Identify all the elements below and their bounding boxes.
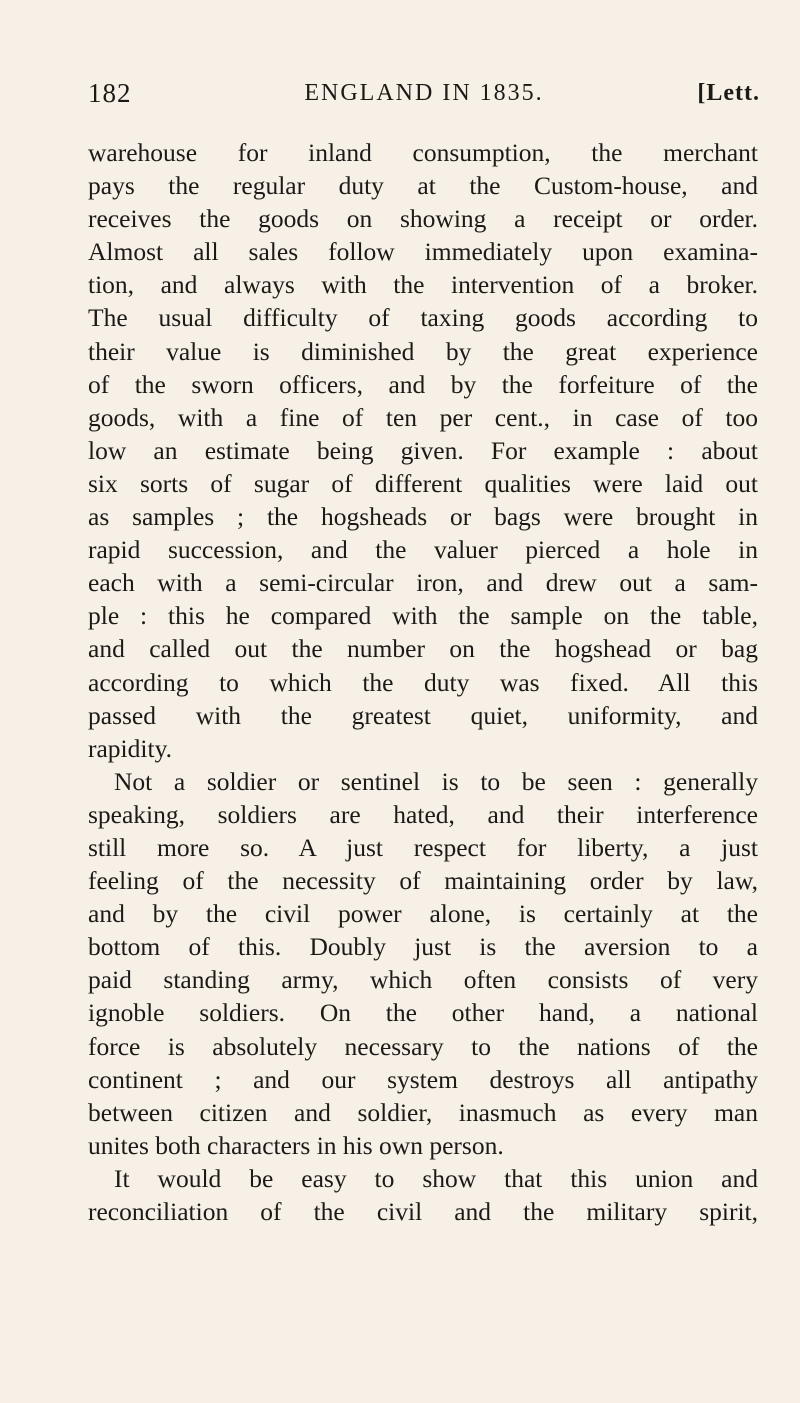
text-line: speaking, soldiers are hated, and their interference bbox=[88, 799, 758, 829]
section-mark: [Lett. bbox=[697, 80, 760, 106]
text-line: and by the civil power alone, is certainly at the bbox=[88, 899, 758, 929]
text-line: goods, with a fine of ten per cent., in case of too bbox=[88, 402, 758, 432]
text-line: each with a semi-circular iron, and drew out a sam- bbox=[88, 568, 758, 598]
text-line: pays the regular duty at the Custom-house, and bbox=[88, 171, 758, 201]
text-line: Almost all sales follow immediately upon examina- bbox=[88, 237, 758, 267]
text-line: reconciliation of the civil and the military spirit, bbox=[88, 1197, 758, 1226]
text-line: between citizen and soldier, inasmuch as every man bbox=[88, 1097, 758, 1127]
page-number: 182 bbox=[88, 78, 132, 108]
page-header bbox=[88, 78, 760, 118]
text-line: passed with the greatest quiet, uniformity, and bbox=[88, 700, 758, 730]
text-line: rapidity. bbox=[88, 733, 173, 763]
text-line: low an estimate being given. For example : about bbox=[88, 435, 758, 465]
text-line: warehouse for inland consumption, the merchant bbox=[88, 138, 758, 167]
text-line: receives the goods on showing a receipt or order. bbox=[88, 204, 758, 234]
text-line: as samples ; the hogsheads or bags were brought in bbox=[88, 502, 758, 532]
text-line: Not a soldier or sentinel is to be seen : generally bbox=[114, 766, 758, 796]
text-line: paid standing army, which often consists of very bbox=[88, 965, 758, 995]
text-line: still more so. A just respect for liberty, a just bbox=[88, 832, 758, 862]
text-line: continent ; and our system destroys all antipathy bbox=[88, 1064, 758, 1094]
text-line: rapid succession, and the valuer pierced a hole in bbox=[88, 535, 758, 565]
text-line: bottom of this. Doubly just is the aversion to a bbox=[88, 932, 758, 962]
text-line: The usual difficulty of taxing goods according to bbox=[88, 303, 758, 333]
text-line: ple : this he compared with the sample on the table, bbox=[88, 601, 758, 631]
text-line: six sorts of sugar of different qualities were laid out bbox=[88, 468, 758, 498]
running-title: ENGLAND IN 1835. bbox=[304, 80, 544, 106]
text-line: unites both characters in his own person. bbox=[88, 1130, 504, 1160]
text-line: of the sworn officers, and by the forfeiture of the bbox=[88, 369, 758, 399]
text-line: It would be easy to show that this union and bbox=[114, 1163, 758, 1193]
text-line: and called out the number on the hogshead or bag bbox=[88, 634, 758, 664]
body-text bbox=[88, 136, 758, 1228]
text-line: force is absolutely necessary to the nations of the bbox=[88, 1031, 758, 1061]
text-line: tion, and always with the intervention of a broker. bbox=[88, 270, 758, 300]
text-line: ignoble soldiers. On the other hand, a national bbox=[88, 998, 758, 1028]
text-line: feeling of the necessity of maintaining order by law, bbox=[88, 866, 758, 896]
text-line: their value is diminished by the great experience bbox=[88, 336, 758, 366]
text-line: according to which the duty was fixed. All this bbox=[88, 667, 758, 697]
